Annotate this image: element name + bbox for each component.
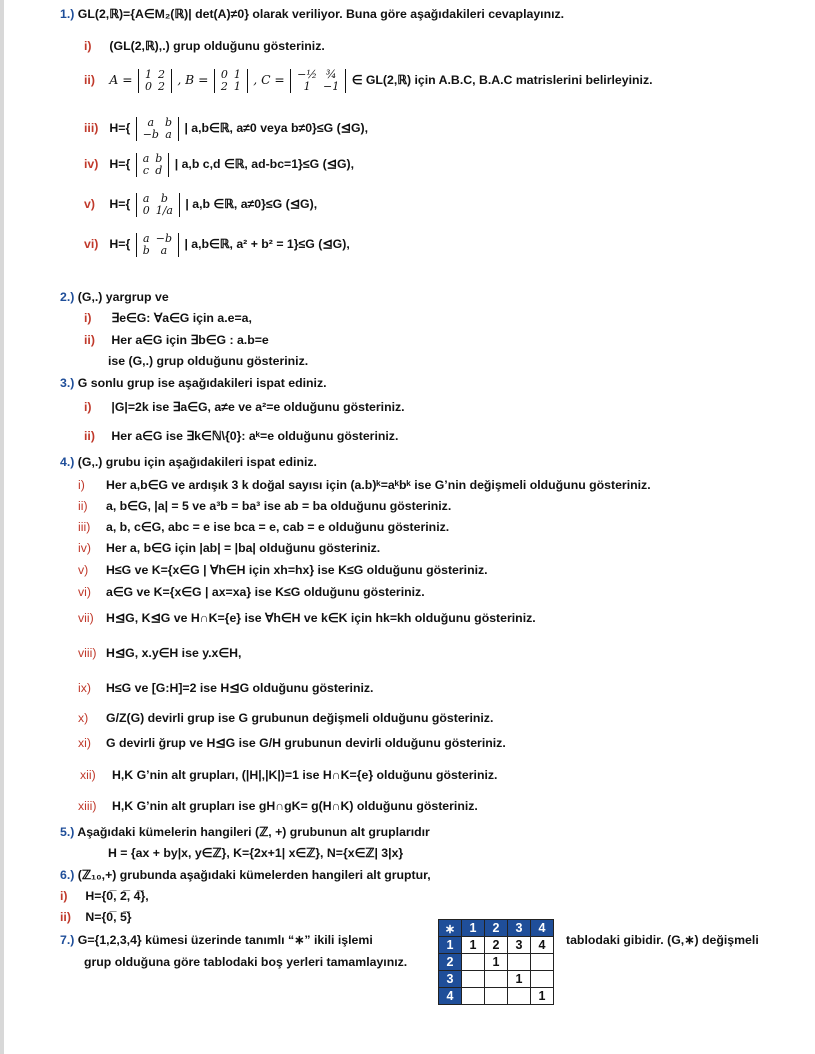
matrix-h-vi: a −b b a: [136, 233, 179, 257]
q4-ix-label: ix): [78, 681, 91, 695]
q4-iii-label: iii): [78, 520, 91, 534]
q4-i-text: Her a,b∈G ve ardışık 3 k doğal sayısı için (a.b)ᵏ=aᵏbᵏ ise G’nin değişmeli olduğunu gösteriniz.: [106, 478, 651, 492]
matrix-c-label: , C =: [253, 73, 285, 87]
table-cell[interactable]: [485, 988, 508, 1005]
q4-item: [78, 540, 380, 556]
q4-xii-label: xii): [80, 768, 96, 782]
q1-i-label: i): [84, 39, 92, 53]
matrix-h-v: a b 0 1/a: [136, 193, 180, 217]
q3-i-text: |G|=2k ise ∃a∈G, a≠e ve a²=e olduğunu gösteriniz.: [111, 400, 405, 414]
row-header: 4: [439, 988, 462, 1005]
q4-x-text: G/Z(G) devirli grup ise G grubunun değişmeli olduğunu gösteriniz.: [106, 711, 494, 725]
operation-table: [438, 919, 554, 1005]
q4-item: [78, 610, 536, 626]
q1-v-text: | a,b ∈ℝ, a≠0}≤G (⊴G),: [185, 197, 318, 211]
q6-ii: [60, 909, 132, 925]
table-cell[interactable]: 1: [485, 954, 508, 971]
q1-vi-text: | a,b∈ℝ, a² + b² = 1}≤G (⊴G),: [184, 237, 350, 251]
q1-text: GL(2,ℝ)={A∈M₂(ℝ)| det(A)≠0} olarak veriliyor. Buna göre aşağıdakileri cevaplayınız.: [77, 7, 565, 21]
table-row: [439, 988, 554, 1005]
q4-item: [78, 498, 451, 514]
q4-number: 4.): [60, 455, 75, 469]
matrix-b: 0 1 2 1: [214, 69, 248, 93]
q1-v-label: v): [84, 197, 95, 211]
q2-ii-label: ii): [84, 333, 95, 347]
matrix-c: −½ ¾ 1 −1: [290, 69, 346, 93]
q7-text3: tablodaki gibidir. (G,∗) değişmeli: [566, 933, 759, 947]
row-header: 1: [439, 937, 462, 954]
q1-iii-pre: H={: [109, 121, 131, 135]
table-cell[interactable]: [462, 954, 485, 971]
q3-i-label: i): [84, 400, 92, 414]
table-cell[interactable]: [485, 971, 508, 988]
col-header: 2: [485, 920, 508, 937]
q4-item: [78, 519, 449, 535]
q2-ii-text: Her a∈G için ∃b∈G : a.b=e: [111, 333, 269, 347]
table-cell[interactable]: 2: [485, 937, 508, 954]
matrix-b-label: , B =: [177, 73, 209, 87]
q4-xiii-text: H,K G’nin alt grupları ise gH∩gK= g(H∩K) olduğunu gösteriniz.: [112, 799, 478, 813]
matrix-a-label: A =: [109, 73, 133, 87]
matrix-a: 1 2 0 2: [138, 69, 172, 93]
q1-iii-text: | a,b∈ℝ, a≠0 veya b≠0}≤G (⊴G),: [184, 121, 369, 135]
col-header: 1: [462, 920, 485, 937]
q4-i-label: i): [78, 478, 85, 492]
q7-text1: G={1,2,3,4} kümesi üzerinde tanımlı “∗” ikili işlemi: [77, 933, 373, 947]
q4-item: [78, 680, 373, 696]
q4-iv-text: Her a, b∈G için |ab| = |ba| olduğunu gösteriniz.: [106, 541, 381, 555]
q4-item: [78, 477, 651, 493]
q4-v-label: v): [78, 563, 89, 577]
q4-viii-text: H⊴G, x.y∈H ise y.x∈H,: [106, 646, 242, 660]
q3-ii-text: Her a∈G ise ∃k∈ℕ\{0}: aᵏ=e olduğunu gösteriniz.: [111, 429, 399, 443]
q4-item: [78, 562, 488, 578]
q6-i-label: i): [60, 889, 68, 903]
table-cell[interactable]: [462, 971, 485, 988]
q1-vi-label: vi): [84, 237, 99, 251]
q7-number: 7.): [60, 933, 75, 947]
table-cell[interactable]: 1: [508, 971, 531, 988]
q6-i-text: H={0̅, 2̅, 4̅},: [85, 889, 149, 903]
q1-iv-label: iv): [84, 157, 99, 171]
table-row: [439, 971, 554, 988]
q1-iv: [84, 152, 354, 177]
q2-number: 2.): [60, 290, 75, 304]
q4-x-label: x): [78, 711, 89, 725]
q1-v: [84, 192, 317, 217]
row-header: 3: [439, 971, 462, 988]
q6-line: [60, 867, 431, 883]
q4-text: (G,.) grubu için aşağıdakileri ispat ediniz.: [77, 455, 317, 469]
q2-text: (G,.) yargrup ve: [77, 290, 169, 304]
operation-symbol: ∗: [439, 920, 462, 937]
q3-ii: [84, 428, 398, 444]
table-header-row: [439, 920, 554, 937]
q4-v-text: H≤G ve K={x∈G | ∀h∈H için xh=hx} ise K≤G olduğunu gösteriniz.: [106, 563, 488, 577]
q1-iii-label: iii): [84, 121, 99, 135]
q4-vi-text: a∈G ve K={x∈G | ax=xa} ise K≤G olduğunu gösteriniz.: [106, 585, 425, 599]
q1-ii-text: ∈ GL(2,ℝ) için A.B.C, B.A.C matrislerini belirleyiniz.: [351, 73, 653, 87]
q4-vi-label: vi): [78, 585, 91, 599]
q4-item: [78, 798, 478, 814]
q3-number: 3.): [60, 376, 75, 390]
q4-xiii-label: xiii): [78, 799, 97, 813]
q3-i: [84, 399, 405, 415]
q5-sets: H = {ax + by|x, y∈ℤ}, K={2x+1| x∈ℤ}, N={x∈ℤ| 3|x}: [108, 846, 404, 860]
q6-text: (ℤ₁₀,+) grubunda aşağıdaki kümelerden hangileri alt gruptur,: [77, 868, 431, 882]
q4-xii-text: H,K G’nin alt grupları, (|H|,|K|)=1 ise H∩K={e} olduğunu gösteriniz.: [112, 768, 498, 782]
q1-ii: [84, 68, 653, 93]
q3-ii-label: ii): [84, 429, 95, 443]
matrix-h-iii: a b −b a: [136, 117, 179, 141]
col-header: 3: [508, 920, 531, 937]
table-cell[interactable]: [462, 988, 485, 1005]
q4-item: [78, 735, 506, 751]
q4-iii-text: a, b, c∈G, abc = e ise bca = e, cab = e olduğunu gösteriniz.: [106, 520, 450, 534]
q1-i: [84, 38, 325, 54]
table-cell[interactable]: 1: [462, 937, 485, 954]
q5-number: 5.): [60, 825, 75, 839]
q7-text2: grup olduğuna göre tablodaki boş yerleri tamamlayınız.: [84, 955, 408, 969]
q5-text: Aşağıdaki kümelerin hangileri (ℤ, +) grubunun alt gruplarıdır: [77, 825, 430, 839]
q6-i: [60, 888, 149, 904]
q4-item: [78, 584, 425, 600]
table-row: [439, 937, 554, 954]
col-header: 4: [531, 920, 554, 937]
q2-i-label: i): [84, 311, 92, 325]
q2-line: [60, 289, 169, 305]
q7-line: [60, 932, 373, 948]
row-header: 2: [439, 954, 462, 971]
table-cell[interactable]: 3: [508, 937, 531, 954]
q1-i-text: (GL(2,ℝ),.) grup olduğunu gösteriniz.: [109, 39, 325, 53]
q1-vi-pre: H={: [109, 237, 131, 251]
table-cell[interactable]: [508, 954, 531, 971]
table-cell[interactable]: [531, 971, 554, 988]
q5-line: [60, 824, 430, 840]
table-cell[interactable]: [531, 954, 554, 971]
q2-i-text: ∃e∈G: ∀a∈G için a.e=a,: [111, 311, 252, 325]
q1-v-pre: H={: [109, 197, 131, 211]
q4-item: [78, 645, 241, 661]
q4-ii-text: a, b∈G, |a| = 5 ve a³b = ba³ ise ab = ba olduğunu gösteriniz.: [106, 499, 452, 513]
q2-i: [84, 310, 252, 326]
q1-iv-text: | a,b c,d ∈ℝ, ad-bc=1}≤G (⊴G),: [174, 157, 355, 171]
q4-xi-text: G devirli ğrup ve H⊴G ise G/H grubunun devirli olduğunu gösteriniz.: [106, 736, 506, 750]
q4-ix-text: H≤G ve [G:H]=2 ise H⊴G olduğunu gösteriniz.: [106, 681, 374, 695]
q6-ii-label: ii): [60, 910, 71, 924]
table-row: [439, 954, 554, 971]
q1-line: [60, 6, 564, 22]
q2-ii: [84, 332, 269, 348]
q4-item: [78, 710, 493, 726]
q3-line: [60, 375, 327, 391]
q4-line: [60, 454, 317, 470]
q1-iii: [84, 116, 368, 141]
table-cell[interactable]: 1: [531, 988, 554, 1005]
table-cell[interactable]: 4: [531, 937, 554, 954]
q1-ii-label: ii): [84, 73, 95, 87]
q6-number: 6.): [60, 868, 75, 882]
q4-iv-label: iv): [78, 541, 91, 555]
matrix-h-iv: a b c d: [136, 153, 170, 177]
q4-item: [80, 767, 497, 783]
q6-ii-text: N={0̅, 5̅}: [85, 910, 132, 924]
q1-vi: [84, 232, 350, 257]
q4-viii-label: viii): [78, 646, 97, 660]
q4-ii-label: ii): [78, 499, 88, 513]
q2-tail: ise (G,.) grup olduğunu gösteriniz.: [108, 354, 309, 368]
q1-number: 1.): [60, 7, 75, 21]
q4-vii-label: vii): [78, 611, 94, 625]
q3-text: G sonlu grup ise aşağıdakileri ispat ediniz.: [77, 376, 327, 390]
q1-iv-pre: H={: [109, 157, 131, 171]
q4-xi-label: xi): [78, 736, 91, 750]
page-left-border: [0, 0, 4, 1054]
table-cell[interactable]: [508, 988, 531, 1005]
q4-vii-text: H⊴G, K⊴G ve H∩K={e} ise ∀h∈H ve k∈K için hk=kh olduğunu gösteriniz.: [106, 611, 536, 625]
